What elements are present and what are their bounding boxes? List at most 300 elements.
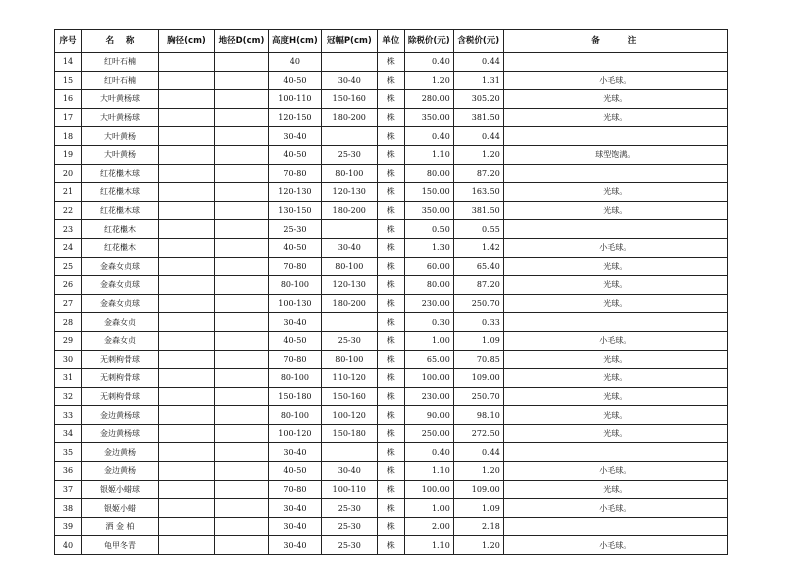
cell-crown-width: 80-100 — [321, 257, 377, 276]
cell-price-incl-tax: 1.09 — [453, 331, 503, 350]
cell-unit: 株 — [377, 90, 404, 109]
cell-ground-diameter — [215, 183, 269, 202]
header-crown-width: 冠幅P(cm) — [321, 30, 377, 53]
cell-no: 40 — [55, 536, 82, 555]
cell-unit: 株 — [377, 480, 404, 499]
cell-ground-diameter — [215, 53, 269, 72]
cell-price-incl-tax: 2.18 — [453, 517, 503, 536]
cell-height: 100-130 — [269, 294, 322, 313]
cell-ground-diameter — [215, 350, 269, 369]
cell-name: 无刺枸骨球 — [82, 350, 159, 369]
table-row — [55, 220, 728, 239]
cell-price-incl-tax: 272.50 — [453, 424, 503, 443]
cell-name: 金森女贞球 — [82, 257, 159, 276]
cell-chest-diameter — [159, 53, 215, 72]
cell-price-excl-tax: 350.00 — [404, 108, 453, 127]
table-row — [55, 276, 728, 295]
cell-ground-diameter — [215, 406, 269, 425]
cell-ground-diameter — [215, 369, 269, 388]
cell-crown-width: 180-200 — [321, 294, 377, 313]
cell-crown-width: 100-110 — [321, 480, 377, 499]
table-row — [55, 480, 728, 499]
cell-height: 70-80 — [269, 480, 322, 499]
cell-price-incl-tax: 250.70 — [453, 294, 503, 313]
cell-price-incl-tax: 1.09 — [453, 499, 503, 518]
cell-price-incl-tax: 109.00 — [453, 480, 503, 499]
table-row — [55, 53, 728, 72]
cell-remark: 光球。 — [503, 294, 727, 313]
cell-crown-width: 30-40 — [321, 238, 377, 257]
cell-no: 21 — [55, 183, 82, 202]
cell-price-incl-tax: 1.20 — [453, 536, 503, 555]
cell-ground-diameter — [215, 201, 269, 220]
cell-remark — [503, 517, 727, 536]
cell-chest-diameter — [159, 499, 215, 518]
header-price-incl-tax: 含税价(元) — [453, 30, 503, 53]
cell-chest-diameter — [159, 257, 215, 276]
cell-no: 38 — [55, 499, 82, 518]
cell-remark: 小毛球。 — [503, 238, 727, 257]
cell-unit: 株 — [377, 164, 404, 183]
cell-unit: 株 — [377, 201, 404, 220]
cell-no: 18 — [55, 127, 82, 146]
cell-price-excl-tax: 60.00 — [404, 257, 453, 276]
cell-ground-diameter — [215, 331, 269, 350]
cell-unit: 株 — [377, 257, 404, 276]
cell-crown-width: 25-30 — [321, 499, 377, 518]
cell-unit: 株 — [377, 443, 404, 462]
cell-crown-width: 180-200 — [321, 108, 377, 127]
cell-price-excl-tax: 0.40 — [404, 53, 453, 72]
table-row — [55, 517, 728, 536]
cell-price-excl-tax: 350.00 — [404, 201, 453, 220]
cell-ground-diameter — [215, 71, 269, 90]
cell-height: 130-150 — [269, 201, 322, 220]
cell-unit: 株 — [377, 108, 404, 127]
cell-price-excl-tax: 1.10 — [404, 536, 453, 555]
cell-remark: 光球。 — [503, 90, 727, 109]
cell-no: 22 — [55, 201, 82, 220]
cell-remark: 光球。 — [503, 480, 727, 499]
cell-chest-diameter — [159, 536, 215, 555]
cell-price-incl-tax: 1.20 — [453, 145, 503, 164]
cell-name: 大叶黄杨球 — [82, 108, 159, 127]
cell-price-excl-tax: 1.10 — [404, 462, 453, 481]
cell-name: 金边黄杨 — [82, 462, 159, 481]
table-row — [55, 90, 728, 109]
cell-height: 150-180 — [269, 387, 322, 406]
cell-chest-diameter — [159, 238, 215, 257]
cell-name: 大叶黄杨 — [82, 127, 159, 146]
cell-remark: 光球。 — [503, 276, 727, 295]
cell-remark: 光球。 — [503, 257, 727, 276]
cell-name: 无刺枸骨球 — [82, 369, 159, 388]
header-height: 高度H(cm) — [269, 30, 322, 53]
header-chest-diameter: 胸径(cm) — [159, 30, 215, 53]
cell-height: 100-120 — [269, 424, 322, 443]
cell-remark — [503, 313, 727, 332]
table-row — [55, 443, 728, 462]
cell-height: 70-80 — [269, 164, 322, 183]
cell-price-incl-tax: 381.50 — [453, 108, 503, 127]
cell-unit: 株 — [377, 536, 404, 555]
cell-crown-width: 25-30 — [321, 517, 377, 536]
cell-no: 35 — [55, 443, 82, 462]
cell-name: 大叶黄杨球 — [82, 90, 159, 109]
cell-height: 40-50 — [269, 238, 322, 257]
cell-chest-diameter — [159, 517, 215, 536]
table-row — [55, 108, 728, 127]
cell-remark: 光球。 — [503, 406, 727, 425]
table-row — [55, 387, 728, 406]
cell-chest-diameter — [159, 71, 215, 90]
cell-no: 24 — [55, 238, 82, 257]
cell-price-excl-tax: 150.00 — [404, 183, 453, 202]
cell-unit: 株 — [377, 462, 404, 481]
cell-height: 70-80 — [269, 257, 322, 276]
cell-price-incl-tax: 305.20 — [453, 90, 503, 109]
cell-name: 金边黄杨球 — [82, 406, 159, 425]
header-ground-diameter: 地径D(cm) — [215, 30, 269, 53]
cell-ground-diameter — [215, 257, 269, 276]
cell-name: 金森女贞 — [82, 313, 159, 332]
cell-price-excl-tax: 80.00 — [404, 276, 453, 295]
cell-no: 29 — [55, 331, 82, 350]
cell-chest-diameter — [159, 294, 215, 313]
price-sheet — [54, 29, 728, 555]
cell-price-excl-tax: 280.00 — [404, 90, 453, 109]
table-row — [55, 183, 728, 202]
header-row — [55, 30, 728, 53]
table-row — [55, 536, 728, 555]
cell-ground-diameter — [215, 127, 269, 146]
cell-name: 红花檵木球 — [82, 183, 159, 202]
cell-remark: 光球。 — [503, 369, 727, 388]
cell-crown-width: 110-120 — [321, 369, 377, 388]
table-row — [55, 145, 728, 164]
cell-ground-diameter — [215, 276, 269, 295]
cell-chest-diameter — [159, 201, 215, 220]
cell-unit: 株 — [377, 71, 404, 90]
cell-price-incl-tax: 1.20 — [453, 462, 503, 481]
cell-price-excl-tax: 65.00 — [404, 350, 453, 369]
cell-price-incl-tax: 87.20 — [453, 164, 503, 183]
cell-chest-diameter — [159, 145, 215, 164]
cell-no: 15 — [55, 71, 82, 90]
cell-price-incl-tax: 1.31 — [453, 71, 503, 90]
cell-unit: 株 — [377, 183, 404, 202]
table-row — [55, 350, 728, 369]
cell-height: 30-40 — [269, 517, 322, 536]
cell-height: 80-100 — [269, 369, 322, 388]
table-row — [55, 238, 728, 257]
cell-remark: 光球。 — [503, 183, 727, 202]
cell-name: 金森女贞 — [82, 331, 159, 350]
table-row — [55, 257, 728, 276]
cell-price-excl-tax: 100.00 — [404, 369, 453, 388]
cell-no: 16 — [55, 90, 82, 109]
cell-remark: 光球。 — [503, 108, 727, 127]
cell-chest-diameter — [159, 220, 215, 239]
cell-chest-diameter — [159, 108, 215, 127]
cell-height: 70-80 — [269, 350, 322, 369]
cell-price-excl-tax: 1.10 — [404, 145, 453, 164]
cell-height: 40-50 — [269, 331, 322, 350]
cell-chest-diameter — [159, 127, 215, 146]
cell-crown-width: 30-40 — [321, 462, 377, 481]
cell-unit: 株 — [377, 406, 404, 425]
cell-price-excl-tax: 0.40 — [404, 127, 453, 146]
cell-no: 25 — [55, 257, 82, 276]
cell-price-excl-tax: 1.00 — [404, 331, 453, 350]
cell-chest-diameter — [159, 183, 215, 202]
cell-crown-width: 150-180 — [321, 424, 377, 443]
header-no: 序号 — [55, 30, 82, 53]
cell-remark — [503, 220, 727, 239]
table-body — [55, 53, 728, 555]
cell-crown-width: 150-160 — [321, 387, 377, 406]
cell-height: 40 — [269, 53, 322, 72]
cell-name: 红花檵木 — [82, 238, 159, 257]
cell-remark: 光球。 — [503, 387, 727, 406]
cell-chest-diameter — [159, 276, 215, 295]
cell-price-incl-tax: 0.44 — [453, 53, 503, 72]
cell-name: 大叶黄杨 — [82, 145, 159, 164]
cell-remark: 小毛球。 — [503, 331, 727, 350]
cell-height: 25-30 — [269, 220, 322, 239]
cell-chest-diameter — [159, 462, 215, 481]
cell-unit: 株 — [377, 220, 404, 239]
cell-crown-width: 150-160 — [321, 90, 377, 109]
cell-crown-width: 25-30 — [321, 145, 377, 164]
cell-price-incl-tax: 65.40 — [453, 257, 503, 276]
cell-crown-width: 25-30 — [321, 331, 377, 350]
cell-crown-width: 25-30 — [321, 536, 377, 555]
cell-height: 40-50 — [269, 145, 322, 164]
cell-height: 80-100 — [269, 276, 322, 295]
cell-price-excl-tax: 230.00 — [404, 387, 453, 406]
cell-height: 30-40 — [269, 536, 322, 555]
cell-unit: 株 — [377, 331, 404, 350]
cell-height: 30-40 — [269, 499, 322, 518]
cell-price-incl-tax: 87.20 — [453, 276, 503, 295]
cell-ground-diameter — [215, 238, 269, 257]
cell-name: 红花檵木球 — [82, 164, 159, 183]
cell-price-incl-tax: 109.00 — [453, 369, 503, 388]
table-row — [55, 201, 728, 220]
cell-crown-width: 120-130 — [321, 276, 377, 295]
cell-ground-diameter — [215, 499, 269, 518]
cell-height: 120-150 — [269, 108, 322, 127]
cell-unit: 株 — [377, 369, 404, 388]
cell-price-incl-tax: 1.42 — [453, 238, 503, 257]
cell-crown-width — [321, 313, 377, 332]
cell-crown-width — [321, 220, 377, 239]
cell-remark: 球型饱满。 — [503, 145, 727, 164]
cell-remark: 小毛球。 — [503, 462, 727, 481]
cell-price-excl-tax: 90.00 — [404, 406, 453, 425]
cell-remark — [503, 443, 727, 462]
cell-ground-diameter — [215, 90, 269, 109]
cell-price-excl-tax: 230.00 — [404, 294, 453, 313]
cell-no: 30 — [55, 350, 82, 369]
cell-price-incl-tax: 0.33 — [453, 313, 503, 332]
cell-no: 34 — [55, 424, 82, 443]
cell-crown-width — [321, 53, 377, 72]
cell-height: 80-100 — [269, 406, 322, 425]
cell-no: 31 — [55, 369, 82, 388]
cell-no: 23 — [55, 220, 82, 239]
cell-crown-width — [321, 127, 377, 146]
cell-no: 27 — [55, 294, 82, 313]
cell-chest-diameter — [159, 331, 215, 350]
cell-no: 20 — [55, 164, 82, 183]
table-row — [55, 71, 728, 90]
cell-no: 37 — [55, 480, 82, 499]
cell-ground-diameter — [215, 517, 269, 536]
cell-name: 银姬小蜡 — [82, 499, 159, 518]
cell-remark: 光球。 — [503, 201, 727, 220]
cell-no: 28 — [55, 313, 82, 332]
header-unit: 单位 — [377, 30, 404, 53]
cell-name: 金边黄杨 — [82, 443, 159, 462]
header-price-excl-tax: 除税价(元) — [404, 30, 453, 53]
cell-name: 金森女贞球 — [82, 276, 159, 295]
table-row — [55, 424, 728, 443]
cell-chest-diameter — [159, 387, 215, 406]
table-row — [55, 406, 728, 425]
cell-price-excl-tax: 1.00 — [404, 499, 453, 518]
cell-price-incl-tax: 98.10 — [453, 406, 503, 425]
cell-unit: 株 — [377, 517, 404, 536]
cell-price-excl-tax: 0.40 — [404, 443, 453, 462]
table-row — [55, 313, 728, 332]
cell-unit: 株 — [377, 387, 404, 406]
cell-name: 金边黄杨球 — [82, 424, 159, 443]
cell-name: 红叶石楠 — [82, 71, 159, 90]
cell-chest-diameter — [159, 480, 215, 499]
cell-price-incl-tax: 70.85 — [453, 350, 503, 369]
cell-height: 40-50 — [269, 71, 322, 90]
cell-height: 30-40 — [269, 443, 322, 462]
cell-chest-diameter — [159, 350, 215, 369]
cell-name: 洒 金 柏 — [82, 517, 159, 536]
cell-height: 120-130 — [269, 183, 322, 202]
cell-chest-diameter — [159, 424, 215, 443]
cell-unit: 株 — [377, 53, 404, 72]
cell-crown-width — [321, 443, 377, 462]
cell-chest-diameter — [159, 369, 215, 388]
cell-crown-width: 30-40 — [321, 71, 377, 90]
cell-no: 14 — [55, 53, 82, 72]
cell-chest-diameter — [159, 164, 215, 183]
cell-unit: 株 — [377, 294, 404, 313]
cell-no: 36 — [55, 462, 82, 481]
cell-no: 19 — [55, 145, 82, 164]
header-name: 名 称 — [82, 30, 159, 53]
cell-ground-diameter — [215, 424, 269, 443]
cell-price-excl-tax: 100.00 — [404, 480, 453, 499]
cell-price-incl-tax: 381.50 — [453, 201, 503, 220]
table-row — [55, 294, 728, 313]
cell-ground-diameter — [215, 220, 269, 239]
cell-unit: 株 — [377, 424, 404, 443]
cell-crown-width: 120-130 — [321, 183, 377, 202]
cell-chest-diameter — [159, 406, 215, 425]
cell-crown-width: 80-100 — [321, 164, 377, 183]
cell-no: 17 — [55, 108, 82, 127]
cell-unit: 株 — [377, 145, 404, 164]
cell-name: 金森女贞球 — [82, 294, 159, 313]
table-row — [55, 331, 728, 350]
plant-price-table — [54, 29, 728, 555]
cell-ground-diameter — [215, 294, 269, 313]
cell-price-excl-tax: 0.50 — [404, 220, 453, 239]
cell-chest-diameter — [159, 90, 215, 109]
cell-ground-diameter — [215, 536, 269, 555]
table-row — [55, 164, 728, 183]
cell-height: 40-50 — [269, 462, 322, 481]
cell-unit: 株 — [377, 350, 404, 369]
table-row — [55, 127, 728, 146]
cell-price-excl-tax: 80.00 — [404, 164, 453, 183]
cell-chest-diameter — [159, 313, 215, 332]
cell-no: 33 — [55, 406, 82, 425]
cell-price-excl-tax: 250.00 — [404, 424, 453, 443]
cell-crown-width: 80-100 — [321, 350, 377, 369]
cell-price-incl-tax: 0.44 — [453, 443, 503, 462]
cell-unit: 株 — [377, 499, 404, 518]
cell-remark: 光球。 — [503, 424, 727, 443]
cell-remark — [503, 127, 727, 146]
cell-name: 龟甲冬青 — [82, 536, 159, 555]
cell-height: 100-110 — [269, 90, 322, 109]
cell-unit: 株 — [377, 127, 404, 146]
cell-ground-diameter — [215, 145, 269, 164]
cell-price-excl-tax: 2.00 — [404, 517, 453, 536]
cell-ground-diameter — [215, 313, 269, 332]
cell-ground-diameter — [215, 462, 269, 481]
cell-no: 39 — [55, 517, 82, 536]
cell-unit: 株 — [377, 238, 404, 257]
table-row — [55, 462, 728, 481]
cell-remark: 小毛球。 — [503, 499, 727, 518]
cell-ground-diameter — [215, 387, 269, 406]
cell-chest-diameter — [159, 443, 215, 462]
table-row — [55, 369, 728, 388]
cell-ground-diameter — [215, 164, 269, 183]
cell-height: 30-40 — [269, 127, 322, 146]
cell-crown-width: 100-120 — [321, 406, 377, 425]
cell-remark: 光球。 — [503, 350, 727, 369]
cell-name: 无刺枸骨球 — [82, 387, 159, 406]
cell-unit: 株 — [377, 313, 404, 332]
cell-remark — [503, 164, 727, 183]
header-remark: 备注 — [503, 30, 727, 53]
cell-ground-diameter — [215, 480, 269, 499]
cell-price-excl-tax: 1.30 — [404, 238, 453, 257]
cell-remark — [503, 53, 727, 72]
table-row — [55, 499, 728, 518]
cell-name: 红叶石楠 — [82, 53, 159, 72]
cell-height: 30-40 — [269, 313, 322, 332]
cell-ground-diameter — [215, 443, 269, 462]
cell-price-incl-tax: 0.55 — [453, 220, 503, 239]
cell-unit: 株 — [377, 276, 404, 295]
cell-price-incl-tax: 250.70 — [453, 387, 503, 406]
cell-price-incl-tax: 163.50 — [453, 183, 503, 202]
cell-no: 26 — [55, 276, 82, 295]
